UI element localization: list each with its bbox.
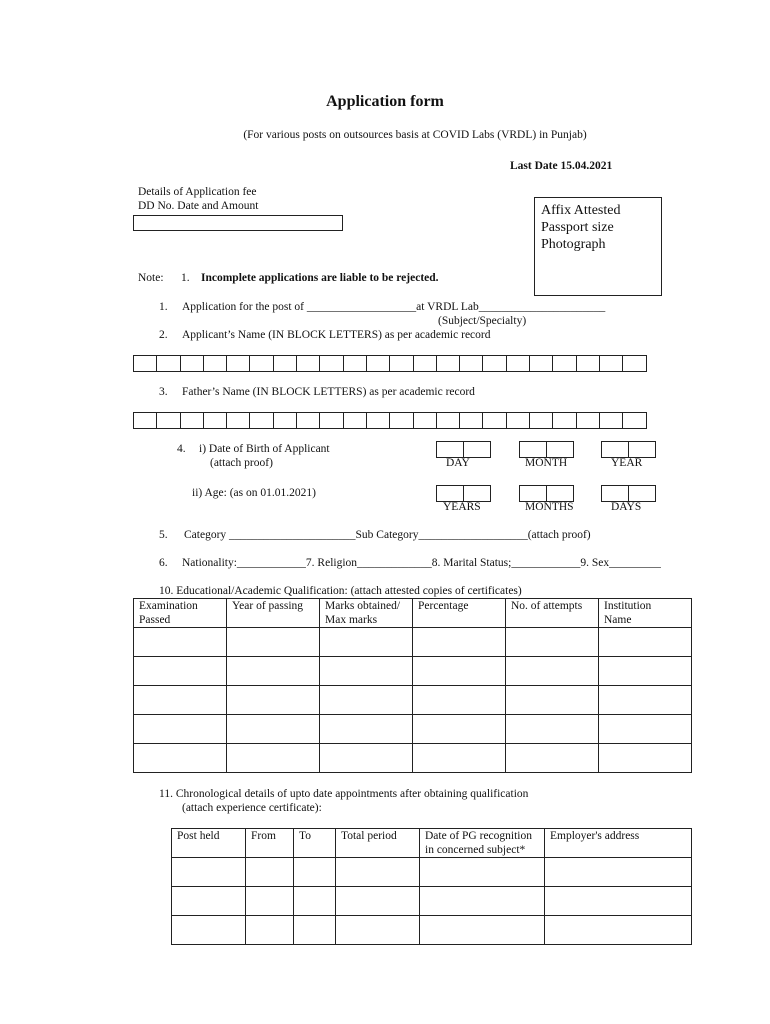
table-row[interactable] [134,686,692,715]
fee-input[interactable] [133,215,343,231]
field-5-number: 5. [159,529,168,541]
experience-header-row [172,829,692,858]
photo-line-3: Photograph [541,237,606,252]
note-label: Note: [138,272,164,284]
dob-month-label: MONTH [525,457,568,469]
applicant-name-label: Applicant’s Name (IN BLOCK LETTERS) as per academic record [182,329,491,341]
fee-label-1: Details of Application fee [138,186,257,198]
age-label: ii) Age: (as on 01.01.2021) [192,487,316,499]
father-name-boxes[interactable] [133,412,647,429]
experience-table[interactable] [171,828,692,945]
category-field[interactable]: Category ______________________Sub Category___________________(attach proof) [184,529,591,541]
dob-year-boxes[interactable] [601,441,656,458]
page-title: Application form [326,93,444,110]
applicant-name-boxes[interactable] [133,355,647,372]
education-heading: 10. Educational/Academic Qualification: (attach attested copies of certificates) [159,585,522,597]
last-date: Last Date 15.04.2021 [510,160,613,172]
page-subtitle: (For various posts on outsources basis at COVID Labs (VRDL) in Punjab) [243,129,587,141]
table-row[interactable] [134,715,692,744]
education-table[interactable] [133,598,692,773]
field-1-number: 1. [159,301,168,313]
age-days-label: DAYS [611,501,642,513]
table-row[interactable] [172,916,692,945]
age-months-label: MONTHS [525,501,574,513]
dob-day-boxes[interactable] [436,441,491,458]
field-2-number: 2. [159,329,168,341]
column-header: Marks obtained/ Max marks [320,599,413,628]
post-applied-field[interactable]: Application for the post of ___________________at VRDL Lab______________________ [182,301,606,313]
column-header: Examination Passed [134,599,227,628]
age-days-boxes[interactable] [601,485,656,502]
column-header: No. of attempts [506,599,599,628]
note-text: Incomplete applications are liable to be rejected. [201,272,439,284]
column-header: Total period [336,829,420,858]
dob-day-label: DAY [446,457,470,469]
table-row[interactable] [134,657,692,686]
experience-heading-2: (attach experience certificate): [182,802,322,814]
age-months-boxes[interactable] [519,485,574,502]
column-header: Employer's address [545,829,692,858]
field-4-number: 4. [177,443,186,455]
experience-heading-1: 11. Chronological details of upto date appointments after obtaining qualification [159,788,529,800]
field-3-number: 3. [159,386,168,398]
table-row[interactable] [172,858,692,887]
table-row[interactable] [172,887,692,916]
education-header-row [134,599,692,628]
table-row[interactable] [134,744,692,773]
column-header: To [294,829,336,858]
age-years-boxes[interactable] [436,485,491,502]
dob-month-boxes[interactable] [519,441,574,458]
subject-specialty-hint: (Subject/Specialty) [438,315,527,327]
column-header: Date of PG recognition in concerned subject* [420,829,545,858]
personal-details-field[interactable]: Nationality:____________7. Religion_____________8. Marital Status;____________9. Sex_________ [182,557,661,569]
column-header: Year of passing [227,599,320,628]
photo-line-1: Affix Attested [541,203,621,218]
fee-label-2: DD No. Date and Amount [138,200,259,212]
dob-label: i) Date of Birth of Applicant [199,443,330,455]
dob-year-label: YEAR [611,457,643,469]
column-header: From [246,829,294,858]
field-6-number: 6. [159,557,168,569]
photo-line-2: Passport size [541,220,614,235]
father-name-label: Father’s Name (IN BLOCK LETTERS) as per academic record [182,386,475,398]
photo-box[interactable] [534,197,662,296]
dob-proof-hint: (attach proof) [210,457,273,469]
column-header: Percentage [413,599,506,628]
age-years-label: YEARS [443,501,481,513]
column-header: Institution Name [599,599,692,628]
note-number: 1. [181,272,190,284]
column-header: Post held [172,829,246,858]
table-row[interactable] [134,628,692,657]
